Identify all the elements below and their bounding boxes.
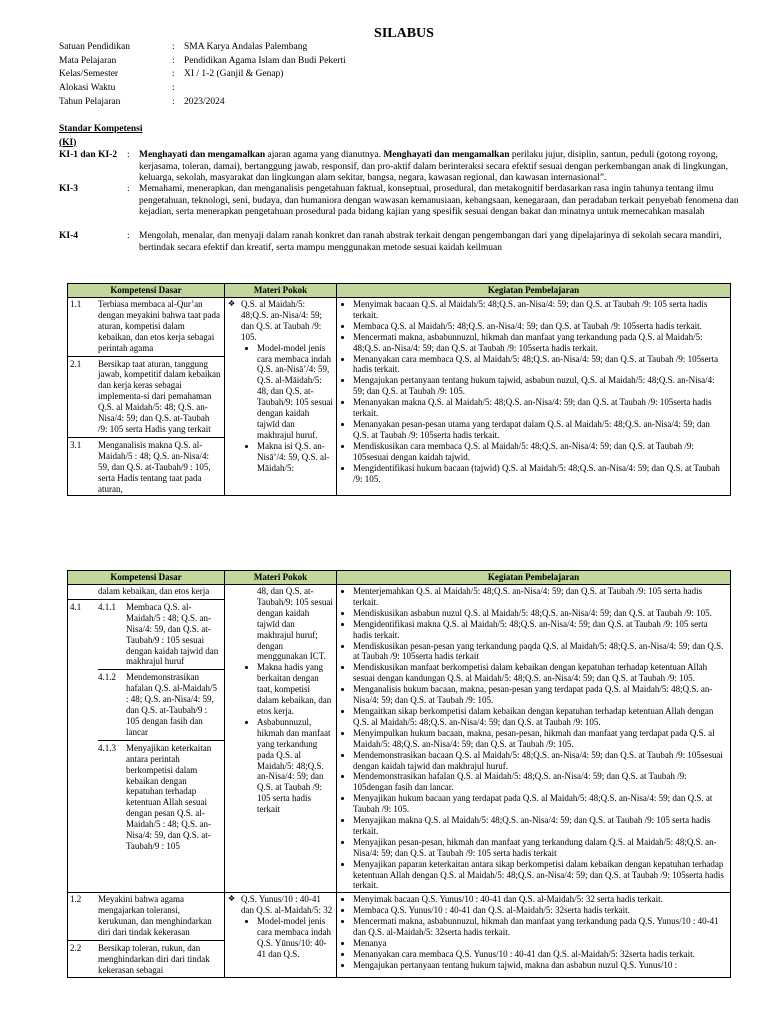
sk-line2: (KI)	[59, 137, 77, 148]
meta-colon: :	[172, 69, 175, 80]
meta-row	[59, 82, 346, 96]
kp-item: • Mendiskusikan pesan-pesan yang terkandung paqda Q.S. al Maidah/5: 48;Q.S. an-Nisa/4: 59; dan Q.S. at Taubah /9: 105serta hadis terkait	[353, 641, 727, 663]
divider	[98, 740, 224, 741]
kp-list	[339, 299, 727, 484]
kd-sub-item	[98, 743, 221, 852]
kd-sub-num: 4.1.3	[98, 742, 116, 753]
mp-bullet: • Model-model jenis cara membaca indah Q.S. an-Nisā’/4: 59, Q.S. al-Māidah/5: 48, dan Q.S. at-Taubah/9: 105 sesuai dengan kaidah tajwīd dan makhrajul huruf.	[257, 343, 333, 441]
mp-bullet: • Makna hadis yang berkaitan dengan taat, kompetisi dalam kebaikan, dan etos kerja.	[257, 662, 333, 717]
kp-list	[339, 586, 727, 891]
table-header-row	[68, 284, 731, 298]
meta-value: SMA Karya Andalas Palembang	[184, 42, 308, 52]
ki-colon: :	[127, 184, 130, 194]
meta-value: 2023/2024	[184, 96, 225, 107]
kd-num: 2.2	[70, 943, 82, 953]
ki-span: ajaran agama yang dianutnya.	[265, 150, 384, 160]
meta-value: Pendidikan Agama Islam dan Budi Pekerti	[184, 55, 346, 66]
kd-num	[70, 586, 98, 597]
meta-row	[59, 55, 346, 69]
kd-sub-item	[98, 602, 221, 667]
mp-diamond-item	[241, 894, 333, 959]
meta-label: Satuan Pendidikan	[59, 42, 130, 52]
ki-bold: Menghayati dan mengamalkan	[139, 150, 266, 160]
mp-cell	[225, 585, 337, 893]
ki-text	[139, 150, 749, 185]
kp-item: • Menyimak bacaan Q.S. al Maidah/5: 48;Q.S. an-Nisa/4: 59; dan Q.S. at Taubah /9: 105 serta hadis terkait.	[353, 299, 727, 321]
kd-text: Menganalisis makna Q.S. al-Maidah/5 : 48; Q.S. an-Nisa/4: 59, dan Q.S. at-Taubah/9 : 105, serta Hadis tentang taat pada aturan,	[98, 439, 211, 494]
ki-1-2	[59, 150, 749, 185]
kd-num: 1.1	[70, 299, 82, 309]
header-materi-pokok: Materi Pokok	[225, 284, 337, 298]
kp-item: • Mencermati makna, asbabunnuzul, hikmah dan manfaat yang terkandung pada Q.S. Yunus/10 : 40-41 dan Q.S. al-Maidah/5: 32serta hadis terkait.	[353, 916, 727, 938]
ki-span: perilaku jujur, disiplin, santun, peduli (gotong royong, kerjasama, toleran, damai), bertanggung jawab, responsif, dan pro-aktif dalam berinteraksi secara efektif sesuai dengan perkembangan anak di lingkungan, keluarga, sekolah, masyarakat dan lingkungan alam sekitar, bangsa, negara, kawasan regional, dan kawasan internasional”.	[139, 150, 729, 184]
divider	[98, 669, 224, 670]
kp-cell	[337, 893, 731, 977]
kp-cell	[337, 585, 731, 893]
mp-diamond-text: Q.S. Yunus/10 : 40-41 dan Q.S. al-Maidah/5: 32	[241, 894, 333, 916]
ki-text: Mengolah, menalar, dan menyaji dalam ranah konkret dan ranah abstrak terkait dengan pengembangan dari yang dipelajarinya di sekolah secara mandiri, bertindak secara efektif dan kreatif, serta mampu menggunakan metode sesuai kaidah keilmuan	[139, 231, 722, 253]
syllabus-table-1	[67, 283, 731, 496]
kp-item: • Menanyakan cara membaca Q.S. Yunus/10 : 40-41 dan Q.S. al-Maidah/5: 32serta hadis terkait.	[353, 949, 727, 960]
kp-item: • Menyajikan paparan keterkaitan antara sikap berkompetisi dalam kebaikan dengan kepatuhan terhadap ketentuan Allah dengan Q.S. al Maidah/5: 48;Q.S. an-Nisa/4: 59; dan Q.S. at Taubah /9: 105serta hadis terkait.	[353, 859, 727, 892]
kp-item: • Mengajukan pertanyaan tentang hukum tajwid, asbabun nuzul, Q.S. al Maidah/5: 48;Q.S. an-Nisa/4: 59; dan Q.S. at Taubah /9: 105.	[353, 375, 727, 397]
kd-cell	[68, 893, 225, 977]
kp-item: • Mencermati makna, asbabunnuzul, hikmah dan manfaat yang terkandung pada Q.S. al Maidah/5: 48;Q.S. an-Nisa/4: 59; dan Q.S. at Taubah /9: 105serta hadis terkait.	[353, 332, 727, 354]
meta-value: XI / 1-2 (Ganjil & Genap)	[184, 69, 284, 80]
kd-text: Bersikap toleran, rukun, dan menghindarkan diri dari tindak kekerasan sebagai	[98, 943, 210, 975]
mp-list	[227, 586, 333, 815]
kd-cell	[68, 298, 225, 496]
divider	[68, 356, 224, 357]
mp-list	[227, 299, 333, 474]
kd-sub-item	[98, 672, 221, 737]
kp-item: • Menanya	[353, 938, 727, 949]
header-kompetensi-dasar: Kompetensi Dasar	[68, 571, 225, 585]
meta-colon: :	[172, 96, 175, 107]
kd-sub-text: Menyajikan keterkaitan antara perintah berkompetisi dalam kebaikan dengan kepatuhan terhadap ketentuan Allah sesuai dengan pesan Q.S. al-Maidah/5 : 48; Q.S. an-Nisa/4: 59, dan Q.S. at-Taubah/9 : 105	[126, 742, 212, 851]
ki-4	[59, 231, 749, 254]
kp-item: • Menyajikan makna Q.S. al Maidah/5: 48;Q.S. an-Nisa/4: 59; dan Q.S. at Taubah /9: 105 serta hadis terkait.	[353, 815, 727, 837]
kp-item: • Mendemonstrasikan bacaan Q.S. al Maidah/5: 48;Q.S. an-Nisa/4: 59; dan Q.S. at Taubah /9: 105sesuai dengan kaidah tajwid dan makhrajul huruf.	[353, 750, 727, 772]
kp-item: • Menganalisis hukum bacaan, makna, pesan-pesan yang terdapat pada Q.S. al Maidah/5: 48;Q.S. an-Nisa/4: 59; dan Q.S. at Taubah /9: 105.	[353, 684, 727, 706]
kd-text: dalam kebaikan, dan etos kerja	[98, 586, 210, 596]
mp-bullet: • Model-model jenis cara membaca indah Q.S. Yūnus/10: 40-41 dan Q.S.	[257, 916, 333, 960]
kp-item: • Mengidentifikasi hukum bacaan (tajwid) Q.S. al Maidah/5: 48;Q.S. an-Nisa/4: 59; dan Q.S. at Taubah /9: 105.	[353, 463, 727, 485]
kd-item	[70, 299, 221, 354]
mp-bullet: • Asbabunnuzul, hikmah dan manfaat yang terkandung pada Q.S. al Maidah/5: 48;Q.S. an-Nisa/4: 59; dan Q.S. at Taubah /9: 105 serta hadis terkait	[257, 717, 333, 815]
kp-item: • Mengidentifikasi makna Q.S. al Maidah/5: 48;Q.S. an-Nisa/4: 59; dan Q.S. at Taubah /9: 105 serta hadis terkait.	[353, 619, 727, 641]
kp-item: • Mengaitkan sikap berkompetisi dalam kebaikan dengan kepatuhan terhadap ketentuan Allah dengan Q.S. al Maidah/5: 48;Q.S. an-Nisa/4: 59; dan Q.S. at Taubah /9: 105.	[353, 706, 727, 728]
mp-cell	[225, 893, 337, 977]
meta-colon: :	[172, 42, 175, 52]
page-title: SILABUS	[374, 26, 434, 41]
ki-text: Memahami, menerapkan, dan menganalisis pengetahuan faktual, konseptual, prosedural, dan metakognitif berdasarkan rasa ingin tahunya tentang ilmu pengetahuan, teknologi, seni, budaya, dan humaniora dengan wawasan kemanusiaan, kebangsaan, kenegaraan, dan peradaban terkait penyebab fenomena dan kejadian, serta menerapkan pengetahuan prosedural pada bidang kajian yang spesifik sesuai dengan bakat dan minatnya untuk memecahkan masalah	[139, 184, 739, 218]
mp-diamond-item	[241, 299, 333, 474]
header-kompetensi-dasar: Kompetensi Dasar	[68, 284, 225, 298]
ki-3	[59, 184, 749, 219]
kd-sub-num: 4.1.1	[98, 601, 116, 612]
kd-sub-text: Membaca Q.S. al-Maidah/5 : 48; Q.S. an-Nisa/4: 59, dan Q.S. at-Taubah/9 : 105 sesuai dengan kaidah tajwid dan makhrajul huruf	[126, 601, 219, 667]
sk-line1: Standar Kompetensi	[59, 124, 143, 134]
kp-item: • Menyimak bacaan Q.S. Yunus/10 : 40-41 dan Q.S. al-Maidah/5: 32 serta hadis terkait.	[353, 894, 727, 905]
header-kegiatan-pembelajaran: Kegiatan Pembelajaran	[337, 284, 731, 298]
kd-item	[70, 602, 221, 852]
mp-item-continued	[241, 586, 333, 815]
kd-item	[70, 440, 221, 495]
kd-text: Meyakini bahwa agama mengajarkan toleransi, kerukunan, dan menghindarkan diri dari tindak kekerasan	[98, 894, 212, 938]
kp-item: • Menyimpulkan hukum bacaan, makna, pesan-pesan, hikmah dan manfaat yang terdapat pada Q.S. al Maidah/5: 48;Q.S. an-Nisa/4: 59; dan Q.S. at Taubah /9: 105.	[353, 728, 727, 750]
mp-sublist	[241, 586, 333, 815]
kd-sub-text: Mendemonstrasikan hafalan Q.S. al-Maidah/5 : 48; Q.S. an-Nisa/4: 59, dan Q.S. at-Taubah/9 : 105 dengan fasih dan lancar	[126, 672, 217, 737]
kp-item: • Menterjemahkan Q.S. al Maidah/5: 48;Q.S. an-Nisa/4: 59; dan Q.S. at Taubah /9: 105 serta hadis terkait.	[353, 586, 727, 608]
ki-label: KI-1 dan KI-2	[59, 150, 118, 160]
divider	[68, 599, 224, 600]
kp-item: • Mendiskusikan cara membaca Q.S. al Maidah/5: 48;Q.S. an-Nisa/4: 59; dan Q.S. at Taubah /9: 105sesuai dengan kaidah tajwid.	[353, 441, 727, 463]
header-materi-pokok: Materi Pokok	[225, 571, 337, 585]
standar-kompetensi-heading	[59, 123, 143, 150]
ki-bold: Menghayati dan mengamalkan	[383, 150, 510, 160]
mp-bullet-continued: 48, dan Q.S. at-Taubah/9: 105 sesuai dengan kaidah tajwīd dan makhrajul huruf; dengan menggunakan ICT.	[257, 586, 333, 662]
kp-item: • Mengajukan pertanyaan tentang hukum tajwid, makna dan asbabun nuzul Q.S. Yunus/10 :	[353, 960, 727, 971]
kd-cell	[68, 585, 225, 893]
meta-label: Mata Pelajaran	[59, 55, 117, 66]
table-header-row	[68, 571, 731, 585]
kd-num: 4.1	[70, 601, 82, 612]
divider	[68, 437, 224, 438]
table-row	[68, 298, 731, 496]
mp-sublist	[241, 343, 333, 474]
mp-cell	[225, 298, 337, 496]
divider	[68, 940, 224, 941]
kp-item: • Mendiskusikan manfaat berkompetisi dalam kebaikan dengan kepatuhan terhadap ketentuan Allah sesuai dengan kandungan Q.S. al Maidah/5: 48;Q.S. an-Nisa/4: 59; dan Q.S. at Taubah /9: 105.	[353, 662, 727, 684]
kd-sub-list	[98, 602, 221, 852]
mp-bullet: • Makna isi Q.S. an-Nisā’/4: 59, Q.S. al-Māidah/5:	[257, 441, 333, 474]
meta-row	[59, 68, 346, 82]
kd-item	[70, 894, 221, 938]
kp-item: • Menanyakan pesan-pesan utama yang terdapat dalam Q.S. al Maidah/5: 48;Q.S. an-Nisa/4: 59; dan Q.S. at Taubah /9: 105serta hadis terkait.	[353, 419, 727, 441]
meta-colon: :	[172, 55, 175, 66]
kd-item-continued	[70, 586, 221, 597]
ki-label: KI-3	[59, 184, 78, 194]
meta-label: Tahun Pelajaran	[59, 96, 121, 107]
mp-list	[227, 894, 333, 959]
meta-label: Alokasi Waktu	[59, 83, 116, 94]
kd-num: 2.1	[70, 358, 82, 369]
table-row	[68, 893, 731, 977]
ki-colon: :	[127, 231, 130, 241]
meta-row	[59, 41, 346, 55]
kp-item: • Menanyakan cara membaca Q.S. al Maidah/5: 48;Q.S. an-Nisa/4: 59; dan Q.S. at Taubah /9: 105serta hadis terkait.	[353, 354, 727, 376]
kp-item: • Mendemonstrasikan hafalan Q.S. al Maidah/5: 48;Q.S. an-Nisa/4: 59; dan Q.S. at Taubah /9: 105dengan fasih dan lancar.	[353, 771, 727, 793]
kp-item: • Menyajikan hukum bacaan yang terdapat pada Q.S. al Maidah/5: 48;Q.S. an-Nisa/4: 59; dan Q.S. at Taubah /9: 105.	[353, 793, 727, 815]
meta-row	[59, 96, 346, 110]
kp-cell	[337, 298, 731, 496]
kp-list	[339, 894, 727, 970]
kp-item: • Menanyakan makna Q.S. al Maidah/5: 48;Q.S. an-Nisa/4: 59; dan Q.S. at Taubah /9: 105serta hadis terkait.	[353, 397, 727, 419]
kp-item: • Mendiskusikan asbabun nuzul Q.S. al Maidah/5: 48;Q.S. an-Nisa/4: 59; dan Q.S. at Taubah /9: 105.	[353, 608, 727, 619]
kp-item: • Membaca Q.S. al Maidah/5: 48;Q.S. an-Nisa/4: 59; dan Q.S. at Taubah /9: 105serta hadis terkait.	[353, 321, 727, 332]
mp-diamond-text: Q.S. al Maidah/5: 48;Q.S. an-Nisa/4: 59; dan Q.S. at Taubah /9: 105.	[241, 299, 322, 342]
kd-text: Terbiasa membaca al-Qur’an dengan meyakini bahwa taat pada aturan, kompetisi dalam kebaikan, dan etos kerja sebagai perintah agama	[98, 299, 220, 353]
kp-item: • Menyajikan pesan-pesan, hikmah dan manfaat yang terkandung dalam Q.S. al Maidah/5: 48;Q.S. an-Nisa/4: 59; dan Q.S. at Taubah /9: 105 serta hadis terkait	[353, 837, 727, 859]
meta-label: Kelas/Semester	[59, 69, 119, 80]
ki-colon: :	[127, 150, 130, 160]
table-row	[68, 585, 731, 893]
kd-item	[70, 943, 221, 976]
kp-item: • Membaca Q.S. Yunus/10 : 40-41 dan Q.S. al-Maidah/5: 32serta hadis terkait.	[353, 905, 727, 916]
kd-item	[70, 359, 221, 435]
header-kegiatan-pembelajaran: Kegiatan Pembelajaran	[337, 571, 731, 585]
meta-colon: :	[172, 83, 175, 94]
kd-num: 1.2	[70, 894, 82, 905]
kd-sub-num: 4.1.2	[98, 672, 116, 683]
kd-num: 3.1	[70, 439, 82, 450]
kd-text: Bersikap taat aturan, tanggung jawab, kompetitif dalam kebaikan dan kerja keras sebagai implementa-si dari pemahaman Q.S. al Maidah/5: 48; Q.S. an-Nisa/4: 59; dan Q.S. at-Taubah /9: 105 serta Hadis yang terkait	[98, 358, 221, 434]
mp-sublist	[241, 916, 333, 960]
meta-info	[59, 41, 346, 110]
ki-label: KI-4	[59, 231, 78, 241]
syllabus-table-2	[67, 570, 731, 978]
